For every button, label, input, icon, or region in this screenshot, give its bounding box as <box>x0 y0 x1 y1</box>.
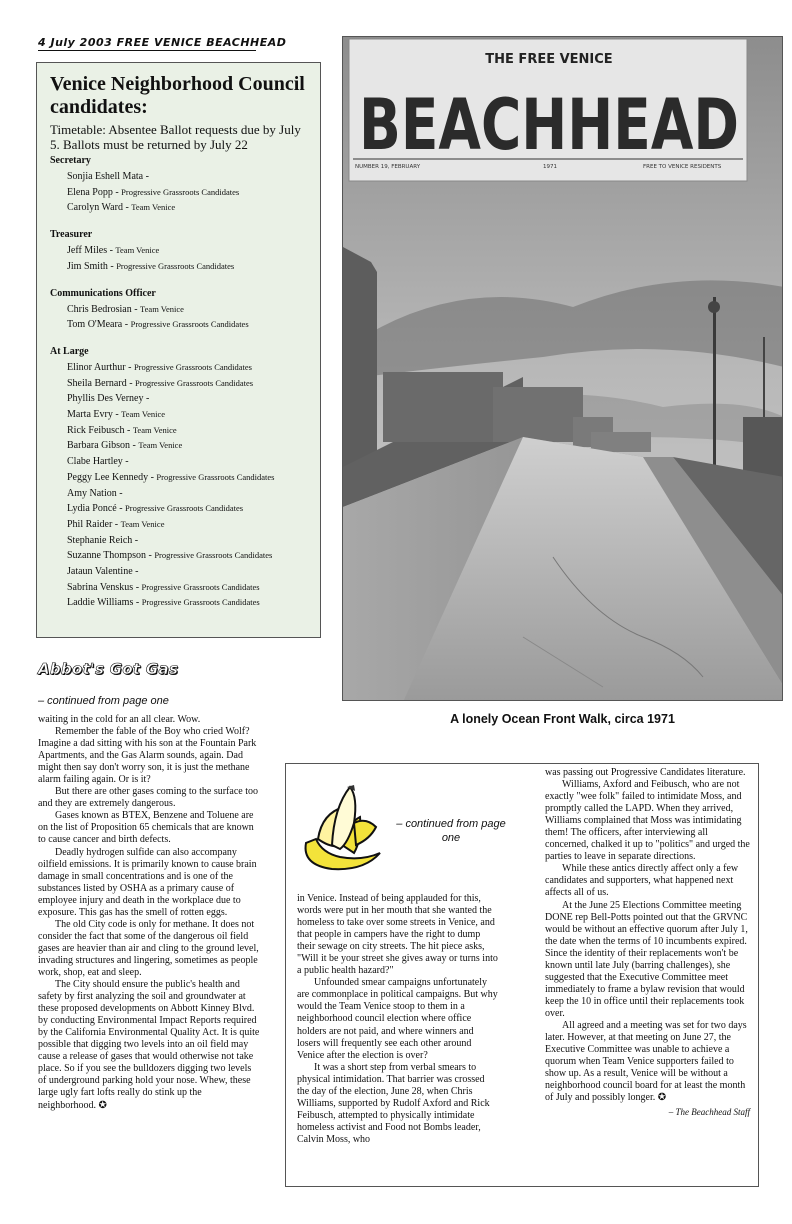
candidates-timetable: Timetable: Absentee Ballot requests due by July 5. Ballots must be returned by July 22 <box>50 122 301 152</box>
paragraph: Remember the fable of the Boy who cried Wolf? Imagine a dad sitting with his son at the Fountain Park Apartments, and the Gas Alarm sounds, again. Dad might then say don't worry son, it is just the methane alarm failing again. Or is it? <box>38 726 257 786</box>
candidate-row <box>50 185 310 201</box>
candidate-name: Chris Bedrosian - <box>67 303 138 315</box>
candidate-affiliation: Team Venice <box>131 202 176 213</box>
candidate-affiliation: Team Venice <box>115 245 160 256</box>
candidate-name: Clabe Hartley - <box>67 456 129 468</box>
candidate-affiliation: Progressive Grassroots Candidates <box>154 550 273 561</box>
story-column-2 <box>545 767 750 1118</box>
masthead-free: FREE TO VENICE RESIDENTS <box>643 164 722 170</box>
candidate-row <box>50 243 310 259</box>
candidate-name: Jeff Miles - <box>67 245 113 257</box>
candidate-affiliation: Team Venice <box>120 518 165 529</box>
candidate-name: Amy Nation - <box>67 487 123 499</box>
candidate-affiliation: Progressive Grassroots Candidates <box>141 581 260 592</box>
abbot-article-title: Abbot's Got Gas <box>38 660 179 678</box>
masthead-big-title: BEACHHEAD <box>359 84 739 166</box>
candidate-row <box>50 533 310 549</box>
candidate-row <box>50 407 310 423</box>
candidate-row <box>50 302 310 318</box>
candidate-affiliation: Progressive Grassroots Candidates <box>121 186 240 197</box>
paragraph: Deadly hydrogen sulfide can also accompany oilfield emissions. It is primarily known to cause brain damage in small concentrations and is one of the substances listed by OSHA as a primary cause of employee injury and death in the workplace due to exposure. This gas has the smell of rotten eggs. <box>38 846 257 918</box>
candidates-box <box>36 62 321 638</box>
candidate-section <box>50 228 310 274</box>
candidate-name: Jataun Valentine - <box>67 566 139 578</box>
candidate-row <box>50 564 310 580</box>
paragraph: But there are other gases coming to the surface too and they are extremely dangerous. <box>38 786 258 810</box>
candidate-name: Suzanne Thompson - <box>67 550 152 562</box>
paragraph: was passing out Progressive Candidates literature. <box>545 767 746 778</box>
candidate-name: Sheila Bernard - <box>67 377 133 389</box>
paragraph: The City should ensure the public's health and safety by first analyzing the soil and groundwater at these proposed developments on Abbott Kinney Blvd. by conducting Environmental Impact Reports required by the California Environmental Quality Act. It is quite possible that digging two levels into an oil field may cause a release of gases that would otherwise not take place. So if you see the bulldozers digging two levels of underground parking hold your nose. Whew, these large ugly fart lofts really do stink up the neighborhood. ✪ <box>38 979 260 1111</box>
story-continued-note: – continued from page one <box>396 818 506 844</box>
candidate-name: Lydia Poncé - <box>67 503 123 515</box>
beachhead-photo <box>342 36 783 701</box>
candidate-affiliation: Progressive Grassroots Candidates <box>133 361 252 372</box>
candidate-name: Phyllis Des Verney - <box>67 393 150 405</box>
candidate-row <box>50 501 310 517</box>
abbot-article-body <box>38 714 260 1112</box>
masthead-year: 1971 <box>543 164 557 170</box>
candidate-section-title: At Large <box>50 345 89 357</box>
candidate-section-title: Treasurer <box>50 229 93 241</box>
candidate-row <box>50 454 310 470</box>
candidate-row <box>50 438 310 454</box>
masthead-issue: NUMBER 19, FEBRUARY <box>355 164 421 170</box>
candidate-row <box>50 486 310 502</box>
candidate-row <box>50 580 310 596</box>
story-signoff: – The Beachhead Staff <box>668 1107 750 1118</box>
candidate-section-title: Secretary <box>50 155 91 166</box>
candidate-row <box>50 376 310 392</box>
banana-icon <box>292 783 388 875</box>
candidate-name: Elinor Aurthur - <box>67 361 132 373</box>
candidate-section <box>50 154 310 216</box>
candidate-row <box>50 595 310 611</box>
candidate-affiliation: Progressive Grassroots Candidates <box>135 377 254 388</box>
paragraph: Gases known as BTEX, Benzene and Toluene are on the list of Proposition 65 chemicals that are known to cause cancer and birth defects. <box>38 810 254 846</box>
candidate-affiliation: Team Venice <box>140 303 184 314</box>
candidate-affiliation: Progressive Grassroots Candidates <box>125 503 244 514</box>
candidate-name: Rick Feibusch - <box>67 424 131 436</box>
candidate-section-title: Communications Officer <box>50 287 156 299</box>
candidate-row <box>50 200 310 216</box>
candidate-row <box>50 317 310 333</box>
ocean-front-walk-photo <box>343 37 783 701</box>
masthead-small-title: THE FREE VENICE <box>485 52 613 67</box>
candidate-name: Elena Popp - <box>67 186 119 198</box>
candidate-section <box>50 287 310 333</box>
paragraph: Williams, Axford and Feibusch, who are not exactly "wee folk" failed to intimidate Moss, and promptly called the LAPD. When they arrived, Williams complained that Moss was intimidating them! The officers, after interviewing all concerned, chalked it up to "politics" and urged the parties to leave in separate directions. <box>545 779 750 863</box>
candidate-name: Sonjia Eshell Mata - <box>67 171 149 182</box>
candidate-row <box>50 391 310 407</box>
candidate-affiliation: Progressive Grassroots Candidates <box>156 471 275 482</box>
candidate-name: Marta Evry - <box>67 409 119 421</box>
candidate-name: Jim Smith - <box>67 260 114 272</box>
candidate-row <box>50 470 310 486</box>
candidate-name: Tom O'Meara - <box>67 319 129 331</box>
candidate-affiliation: Progressive Grassroots Candidates <box>116 260 235 271</box>
candidate-name: Sabrina Venskus - <box>67 581 140 593</box>
candidate-row <box>50 360 310 376</box>
candidates-sections <box>50 154 310 611</box>
candidate-affiliation: Team Venice <box>138 440 183 451</box>
paragraph: All agreed and a meeting was set for two days later. However, at that meeting on June 27, the Executive Committee was unable to achieve a quorum when Team Venice supporters failed to show up. As a result, Venice will be without a neighborhood council board for at least the month of July and possibly longer. ✪ <box>545 1019 747 1104</box>
candidate-section <box>50 345 310 611</box>
candidate-affiliation: Team Venice <box>121 409 166 420</box>
candidate-row <box>50 517 310 533</box>
candidate-row <box>50 423 310 439</box>
page-header: 4 July 2003 FREE VENICE BEACHHEAD <box>38 36 287 49</box>
paragraph: While these antics directly affect only a few candidates and supporters, what happened next affects all of us. <box>545 863 739 899</box>
paragraph: Unfounded smear campaigns unfortunately are commonplace in political campaigns. But why would the Team Venice stoop to them in a neighborhood council election where office holders are not paid, and where winners and losers will frequently see each other around Venice after the election is over? <box>297 977 498 1061</box>
candidate-row <box>50 169 310 185</box>
abbot-continued-note: – continued from page one <box>38 695 169 707</box>
candidate-name: Laddie Williams - <box>67 597 140 609</box>
candidate-name: Stephanie Reich - <box>67 534 139 546</box>
paragraph: The old City code is only for methane. It does not consider the fact that some of the dangerous oil field gases are heavier than air and cling to the ground level, invading structures and lingering, sometimes as people work, shop, eat and sleep. <box>38 918 259 978</box>
candidate-name: Barbara Gibson - <box>67 440 136 452</box>
candidate-name: Phil Raider - <box>67 518 119 530</box>
paragraph: in Venice. Instead of being applauded for this, words were put in her mouth that she wanted the homeless to take over some streets in Venice, and that people in campers have the right to dump their sewage on city streets. The hit piece asks, "Will it be your street she gives away or turns into a public health hazard?" <box>297 893 498 977</box>
candidate-name: Carolyn Ward - <box>67 202 129 214</box>
paragraph: waiting in the cold for an all clear. Wow. <box>38 714 201 725</box>
candidate-affiliation: Progressive Grassroots Candidates <box>141 597 260 608</box>
candidate-affiliation: Progressive Grassroots Candidates <box>130 319 249 330</box>
photo-caption: A lonely Ocean Front Walk, circa 1971 <box>450 712 675 726</box>
candidate-affiliation: Team Venice <box>132 424 177 435</box>
paragraph: At the June 25 Elections Committee meeting DONE rep Bell-Potts pointed out that the GRVNC would be without an effective quorum after July 1, the date when the terms of 10 incumbents expired. Since the identity of their replacements won't be known until late July (barring challenges), she suggested that the Executive Committee meet immediately to frame a bylaw revision that would keep the 10 in office until their replacements took over. <box>545 899 748 1019</box>
candidate-row <box>50 259 310 275</box>
candidates-title: Venice Neighborhood Council candidates: <box>50 73 305 118</box>
paragraph: It was a short step from verbal smears to physical intimidation. That barrier was crossed the day of the election, June 28, when Chris Williams, supported by Rudolf Axford and Rick Feibusch, attempted to physically intimidate homeless activist and Food not Bombs leader, Calvin Moss, who <box>297 1061 490 1145</box>
candidate-name: Peggy Lee Kennedy - <box>67 471 154 483</box>
candidate-row <box>50 548 310 564</box>
story-column-1 <box>297 893 499 1146</box>
